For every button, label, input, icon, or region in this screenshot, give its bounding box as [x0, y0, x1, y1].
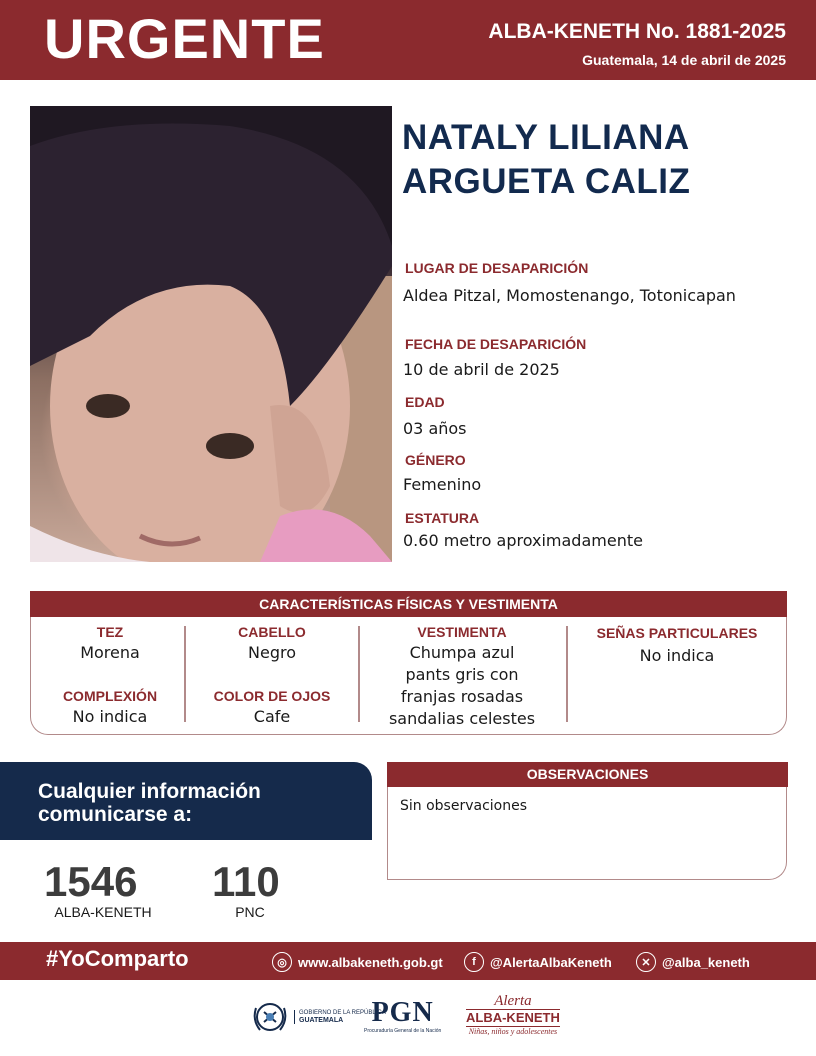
website-text: www.albakeneth.gob.gt [298, 954, 443, 970]
cabello-label: CABELLO [238, 624, 306, 640]
pgn-text: PGN [371, 997, 434, 1028]
tez-value: Morena [80, 643, 140, 662]
header-bar [0, 0, 816, 80]
field-value-estatura: 0.60 metro aproximadamente [403, 531, 643, 550]
senas-label: SEÑAS PARTICULARES [596, 625, 758, 641]
senas-value: No indica [639, 646, 715, 665]
phone-label-pnc: PNC [235, 904, 265, 920]
x-icon: ✕ [636, 952, 656, 972]
vestimenta-line: Chumpa azul [409, 643, 515, 662]
gt-line-2: GUATEMALA [299, 1017, 344, 1024]
vestimenta-line: pants gris con [405, 665, 519, 684]
missing-person-photo [30, 106, 392, 562]
complexion-label: COMPLEXIÓN [62, 688, 158, 704]
photo-illustration [30, 106, 392, 562]
facebook-icon: f [464, 952, 484, 972]
alba-main-text: ALBA-KENETH [466, 1010, 560, 1025]
ojos-label: COLOR DE OJOS [213, 688, 331, 704]
field-label-edad: EDAD [405, 394, 445, 410]
x-link[interactable] [636, 952, 750, 972]
website-link[interactable] [272, 952, 443, 972]
guatemala-emblem-icon [250, 998, 290, 1036]
field-value-lugar: Aldea Pitzal, Momostenango, Totonicapan [403, 286, 736, 305]
vestimenta-line: franjas rosadas [400, 687, 524, 706]
observations-title: OBSERVACIONES [387, 762, 788, 787]
name-line-2: ARGUETA CALIZ [402, 162, 691, 201]
alba-keneth-logo [466, 994, 560, 1036]
field-label-fecha: FECHA DE DESAPARICIÓN [405, 336, 587, 352]
field-label-lugar: LUGAR DE DESAPARICIÓN [405, 260, 589, 276]
logos-row [0, 992, 816, 1048]
phone-number-alba[interactable]: 1546 [44, 858, 138, 905]
footer-bar [0, 942, 816, 980]
field-label-genero: GÉNERO [405, 452, 466, 468]
gt-line-1: GOBIERNO DE LA REPÚBLICA [299, 1010, 386, 1016]
globe-icon: ◎ [272, 952, 292, 972]
alba-subtext: Niñas, niños y adolescentes [468, 1027, 558, 1036]
ojos-value: Cafe [253, 707, 291, 726]
characteristics-title: CARACTERÍSTICAS FÍSICAS Y VESTIMENTA [30, 591, 787, 617]
field-value-edad: 03 años [403, 419, 467, 438]
vestimenta-label: VESTIMENTA [417, 624, 507, 640]
alert-number: ALBA-KENETH No. 1881-2025 [488, 20, 786, 43]
tez-label: TEZ [96, 624, 124, 640]
pgn-subtext: Procuraduría General de la Nación [364, 1028, 442, 1034]
pgn-logo [364, 998, 441, 1034]
hashtag: #YoComparto [46, 946, 189, 971]
field-value-fecha: 10 de abril de 2025 [403, 360, 560, 379]
urgent-title: URGENTE [44, 7, 325, 70]
field-label-estatura: ESTATURA [405, 510, 480, 526]
alba-top-text: Alerta [494, 993, 532, 1009]
field-value-genero: Femenino [403, 475, 482, 494]
vestimenta-value [360, 642, 564, 730]
phone-number-pnc[interactable]: 110 [212, 858, 280, 905]
contact-text [38, 780, 261, 826]
place-date: Guatemala, 14 de abril de 2025 [582, 52, 786, 68]
contact-line-1: Cualquier información [38, 780, 261, 803]
person-name [402, 116, 802, 204]
contact-line-2: comunicarse a: [38, 803, 193, 826]
complexion-value: No indica [72, 707, 148, 726]
contact-banner [0, 762, 372, 840]
vestimenta-line: sandalias celestes [388, 709, 536, 728]
facebook-text: @AlertaAlbaKeneth [490, 954, 612, 970]
cabello-value: Negro [248, 643, 296, 662]
facebook-link[interactable] [464, 952, 612, 972]
x-text: @alba_keneth [662, 954, 750, 970]
phone-label-alba: ALBA-KENETH [54, 904, 152, 920]
name-line-1: NATALY LILIANA [402, 118, 690, 157]
observations-text: Sin observaciones [400, 798, 528, 814]
